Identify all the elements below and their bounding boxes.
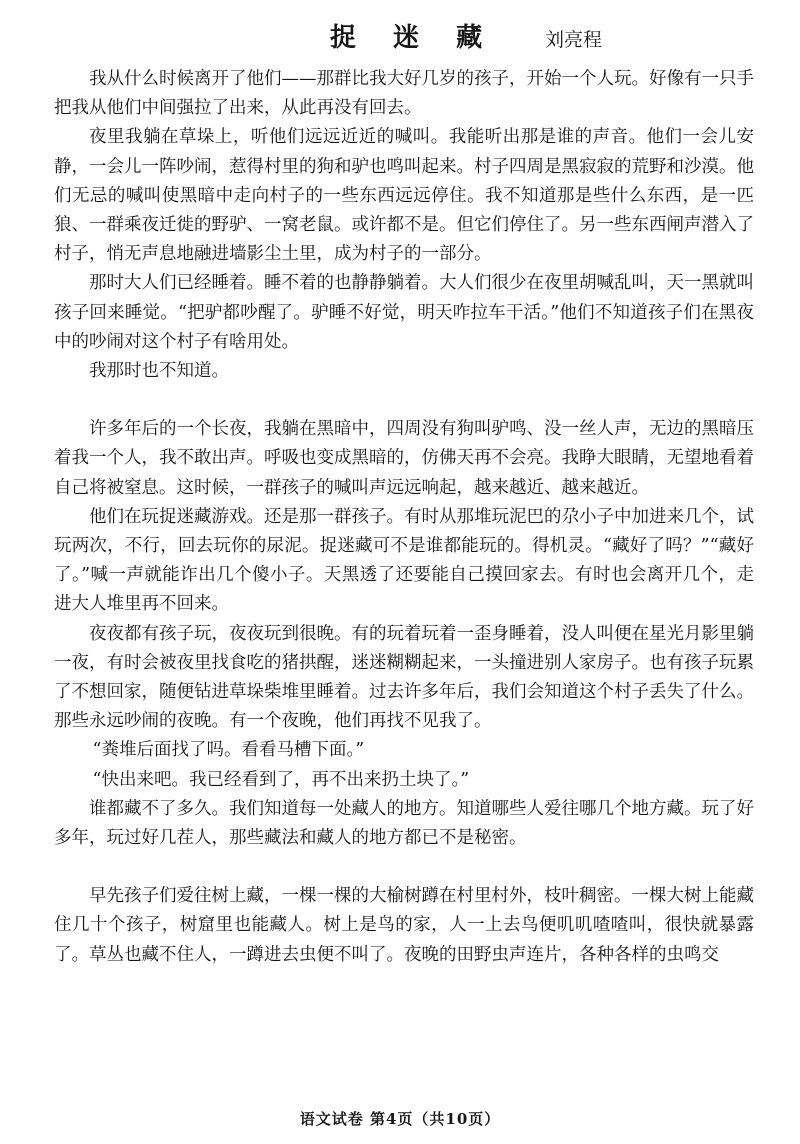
article-title: 捉 迷 藏	[330, 23, 497, 53]
paragraph-1: 我从什么时候离开了他们——那群比我大好几岁的孩子，开始一个人玩。好像有一只手把我从他们中间强拉了出来，从此再没有回去。	[54, 69, 754, 119]
paragraph-7: 夜夜都有孩子玩，夜夜玩到很晚。有的玩着玩着一歪身睡着，没人叫便在星光月影里躺一夜，有时会被夜里找食吃的猪拱醒，迷迷糊糊起来，一头撞进别人家房子。也有孩子玩累了不想回家，随便钻进草垛柴堆里睡着。过去许多年后，我们会知道这个村子丢失了什么。那些永远吵闹的夜晚。有一个夜晚，他们再找不见我了。	[54, 623, 754, 732]
paragraph-3: 那时大人们已经睡着。睡不着的也静静躺着。大人们很少在夜里胡喊乱叫，天一黑就叫孩子回来睡觉。“把驴都吵醒了。驴睡不好觉，明天咋拉车干活。”他们不知道孩子们在黑夜中的吵闹对这个村子有啥用处。	[54, 273, 754, 352]
paragraph-6: 他们在玩捉迷藏游戏。还是那一群孩子。有时从那堆玩泥巴的尕小子中加进来几个，试玩两次，不行，回去玩你的尿泥。捉迷藏可不是谁都能玩的。得机灵。“藏好了吗？”“藏好了。”喊一声就能诈出几个傻小子。天黑透了还要能自己摸回家去。有时也会离开几个，走进大人堆里再不回来。	[54, 506, 754, 615]
dialogue-line-2: “快出来吧。我已经看到了，再不出来扔土块了。”	[92, 769, 470, 790]
paragraph-8: 谁都藏不了多久。我们知道每一处藏人的地方。知道哪些人爱往哪几个地方藏。玩了好多年，玩过好几茬人，那些藏法和藏人的地方都已不是秘密。	[54, 798, 754, 849]
dialogue-line-1: “粪堆后面找了吗。看看马槽下面。”	[92, 740, 365, 761]
paragraph-5: 许多年后的一个长夜，我躺在黑暗中，四周没有狗叫驴鸣、没一丝人声，无边的黑暗压着我一个人，我不敢出声。呼吸也变成黑暗的，仿佛天再不会亮。我睁大眼睛，无望地看着自己将被窒息。这时候，一群孩子的喊叫声远远响起，越来越近、越来越近。	[54, 419, 754, 498]
article-body	[54, 65, 754, 970]
article-author: 刘亮程	[545, 29, 603, 51]
paragraph-9: 早先孩子们爱往树上藏，一棵一棵的大榆树蹲在村里村外，枝叶稠密。一棵大树上能藏住几十个孩子，树窟里也能藏人。树上是鸟的家，人一上去鸟便叽叽喳喳叫，很快就暴露了。草丛也藏不住人，一蹲进去虫便不叫了。夜晚的田野虫声连片，各种各样的虫鸣交	[54, 886, 754, 965]
article-header	[0, 20, 800, 60]
paragraph-4: 我那时也不知道。	[89, 361, 229, 382]
paragraph-2: 夜里我躺在草垛上，听他们远远近近的喊叫。我能听出那是谁的声音。他们一会儿安静，一会儿一阵吵闹，惹得村里的狗和驴也鸣叫起来。村子四周是黑寂寂的荒野和沙漠。他们无忌的喊叫使黑暗中走向村子的一些东西远远停住。我不知道那是些什么东西，是一匹狼、一群乘夜迁徙的野驴、一窝老鼠。或许都不是。但它们停住了。另一些东西闸声潜入了村子，悄无声息地融进墙影尘土里，成为村子的一部分。	[54, 127, 754, 265]
page-footer: 语文试卷 第4页（共10页）	[299, 1110, 501, 1128]
